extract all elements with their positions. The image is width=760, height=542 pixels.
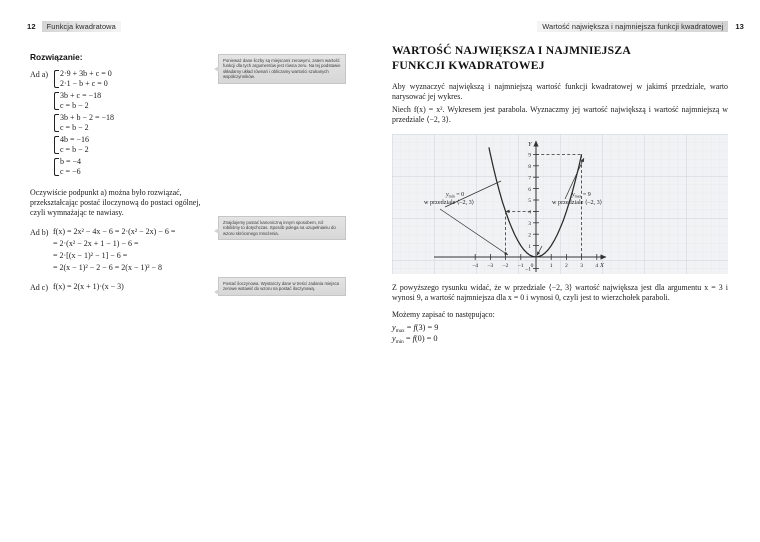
equation: = 2(x − 1)² − 2 − 6 = 2(x − 1)² − 8 [53,262,163,272]
svg-text:1: 1 [549,262,553,269]
margin-note-b: Znajdujemy postać kanoniczną innym sposobem, niż robiliśmy to dotychczas. Sposób polega na uzupełnianiu do wzoru skróconego mnożenia. [218,216,346,240]
ad-a-label: Ad a) [30,70,48,79]
right-folio: 13 [735,22,744,31]
equation-pair [53,91,114,111]
equation: 3b + b − 2 = −18 [60,112,115,122]
svg-text:3: 3 [528,220,531,227]
ad-b-label: Ad b) [30,228,49,238]
left-running-head [27,20,366,33]
equation: = 2·(x² − 2x + 1 − 1) − 6 = [53,239,139,249]
svg-text:–4: –4 [472,262,478,269]
svg-text:4: 4 [595,262,599,269]
equation: f(x) = 2x² − 4x − 6 = 2·(x² − 2x) − 6 = [53,227,176,237]
intro-paragraph-1: Aby wyznaczyć największą i najmniejszą wartość funkcji kwadratowej w jakimś przedziale, warto narysować jej wykres. [392,82,728,102]
right-body [392,44,728,344]
svg-text:0: 0 [530,262,534,269]
right-page [380,0,760,542]
equation: c = b − 2 [60,123,89,133]
graph-svg [392,134,728,274]
y-axis-label: Y [528,140,532,148]
page-title [392,44,728,73]
svg-text:5: 5 [528,197,531,204]
equation: = 2·[(x − 1)² − 1] − 6 = [53,250,128,260]
mozemy-text: Możemy zapisać to następująco: [392,310,495,320]
page-title-line2: FUNKCJI KWADRATOWEJ [392,58,545,72]
intro-paragraph-2: Niech f(x) = x². Wykresem jest parabola. Wyznaczmy jej wartość największą i wartość najmniejszą w przedziale ⟨−2, 3⟩. [392,104,728,125]
svg-text:–1: –1 [525,266,531,273]
margin-note-c: Postać iloczynowa. Wystarczy dane w treści zadania miejsca zerowe wstawić do wzoru na postać iloczynową. [218,277,346,296]
svg-text:8: 8 [528,163,531,170]
equation: c = −6 [60,166,81,176]
ad-a-block [30,69,210,179]
formula-max-subscript: max [395,328,405,335]
equation: 2·9 + 3b + c = 0 [60,69,112,78]
svg-text:1: 1 [528,243,531,250]
x-axis-label: X [600,261,604,269]
min-annotation-symbol: $y_{min} = 0$ [446,191,465,199]
equation: 3b + c = −18 [60,90,102,100]
equation: b = −4 [60,156,82,166]
svg-text:–1: –1 [518,262,524,269]
equation-pair [53,157,114,177]
max-annotation-range: w przedziale ⟨–2, 3⟩ [552,198,603,206]
left-running-head-title: Funkcja kwadratowa [42,21,121,33]
equation: 4b = −16 [60,134,90,144]
ad-a-system [53,69,114,179]
equation-pair [53,69,114,89]
right-running-head [394,20,744,33]
equation: 2·1 − b + c = 0 [60,79,108,89]
solution-paragraph: Oczywiście podpunkt a) można było rozwiązać, przekształcając postać iloczynową do postaci ogólnej, czyli wymnażając te nawiasy. [30,187,201,218]
equation: c = b − 2 [60,101,89,111]
equation-pair [53,113,114,133]
formula-min: $y_{min} = f(0) = 0$ [392,334,438,346]
min-annotation-range: w przedziale ⟨–2, 3⟩ [424,198,475,206]
svg-text:7: 7 [528,175,531,182]
ad-c-block [30,282,210,292]
formula-max: $y_{max} = f(3) = 9$ [392,323,439,335]
margin-note-a: Ponieważ dane liczby są miejscami zerowymi, zatem wartość funkcji dla tych argumentów jest równa zeru. Na tej podstawie składamy układ równań i obliczamy wartości szukanych współczynników. [218,54,346,84]
solution-heading: Rozwiązanie: [30,52,83,62]
svg-text:–2: –2 [502,262,509,269]
ad-b-lines [53,227,175,272]
svg-text:4: 4 [528,209,531,216]
svg-text:6: 6 [528,186,531,193]
equation-pair [53,135,114,155]
left-body [30,52,210,292]
equation: f(x) = 2(x + 1)·(x − 3) [53,281,124,291]
formula-min-subscript: min [395,339,404,346]
svg-text:–3: –3 [487,262,494,269]
ad-b-block [30,227,210,272]
parabola-graph [392,134,728,274]
equation: c = b − 2 [60,144,89,154]
max-annotation-symbol: $y_{max} = 9$ [572,191,591,199]
svg-text:2: 2 [528,232,531,239]
page-title-line1: WARTOŚĆ NAJWIĘKSZA I NAJMNIEJSZA [392,44,631,57]
svg-text:3: 3 [580,262,583,269]
left-folio: 12 [27,22,36,31]
conclusion-paragraph: Z powyższego rysunku widać, że w przedziale ⟨−2, 3⟩ wartość największa jest dla argumentu x = 3 i wynosi 9, a wartość najmniejsza dla x = 0 i wynosi 0, czyli jest to wierzchołek paraboli. [392,282,728,303]
svg-text:2: 2 [565,262,568,269]
ad-c-lines [53,282,124,292]
right-running-head-title: Wartość największa i najmniejsza funkcji kwadratowej [537,21,728,33]
ad-c-label: Ad c) [30,282,48,292]
svg-text:9: 9 [528,152,531,159]
